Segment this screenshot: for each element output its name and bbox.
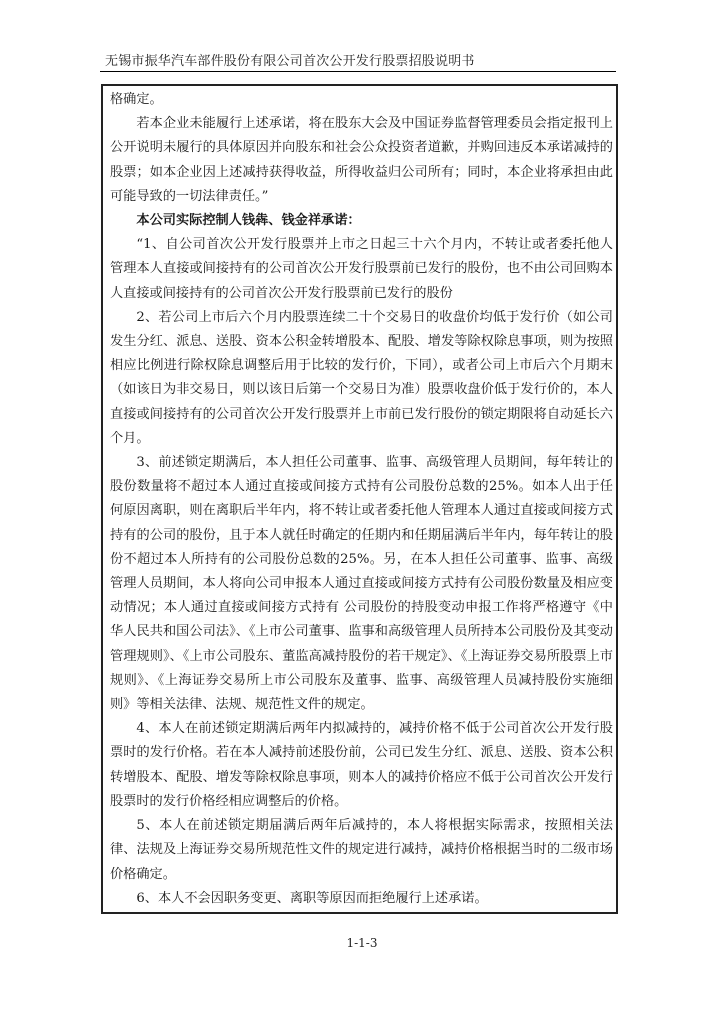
commitment-text [110,88,613,911]
paragraph-item-6: 6、本人不会因职务变更、离职等原因而拒绝履行上述承诺。 [136,890,488,906]
paragraph-item-2: 2、若公司上市后六个月内股票连续二十个交易日的收盘价均低于发行价（如公司发生分红、派息、送股、资本公积金转增股本、配股、增发等除权除息事项，则为按照相应比例进行除权除息调整后用于比较的发行价，下同），或者公司上市后六个月期末（如该日为非交易日，则以该日后第一个交易日为准）股票收盘价低于发行价的，本人直接或间接持有的公司首次公开发行股票并上市前已发行股份的锁定期限将自动延长六个月。 [110,309,613,446]
page-header: 无锡市振华汽车部件股份有限公司首次公开发行股票招股说明书 [105,54,475,69]
page-number: 1-1-3 [346,936,378,950]
section-heading-controller-commitment: 本公司实际控制人钱犇、钱金祥承诺： [136,213,361,229]
paragraph-continuation: 格确定。 [110,92,163,107]
paragraph-enterprise-breach: 若本企业未能履行上述承诺，将在股东大会及中国证券监督管理委员会指定报刊上公开说明未履行的具体原因并向股东和社会公众投资者道歉，并购回违反本承诺减持的股票；如本企业因上述减持获得收益，所得收益归公司所有；同时，本企业将承担由此可能导致的一切法律责任。” [110,116,613,204]
paragraph-item-3: 3、前述锁定期满后，本人担任公司董事、监事、高级管理人员期间，每年转让的股份数量将不超过本人通过直接或间接方式持有公司股份总数的25%。如本人出于任何原因离职，则在离职后半年内，将不转让或者委托他人管理本人通过直接或间接方式持有的公司的股份，且于本人就任时确定的任期内和任期届满后半年内，每年转让的股份不超过本人所持有的公司股份总数的25%。另，在本人担任公司董事、监事、高级管理人员期间，本人将向公司申报本人通过直接或间接方式持有公司股份数量及相应变动情况；本人通过直接或间接方式持有 公司股份的持股变动申报工作将严格遵守《中华人民共和国公司法》、《上市公司董事、监事和高级管理人员所持本公司股份及其变动管理规则》、《上市公司股东、董监高减持股份的若干规定》、《上海证券交易所股票上市规则》、《上海证券交易所上市公司股东及董事、监事、高级管理人员减持股份实施细则》等相关法律、法规、规范性文件的规定。 [110,455,613,713]
header-divider [100,71,616,72]
paragraph-item-4: 4、本人在前述锁定期满后两年内拟减持的，减持价格不低于公司首次公开发行股票时的发行价格。若在本人减持前述股份前，公司已发生分红、派息、送股、资本公积转增股本、配股、增发等除权除息事项，则本人的减持价格应不低于公司首次公开发行股票时的发行价格经相应调整后的价格。 [110,721,613,809]
paragraph-item-1: “1、自公司首次公开发行股票并上市之日起三十六个月内，不转让或者委托他人管理本人直接或间接持有的公司首次公开发行股票前已发行的股份，也不由公司回购本人直接或间接持有的公司首次公开发行股票前已发行的股份 [110,237,613,301]
paragraph-item-5: 5、本人在前述锁定期届满后两年后减持的，本人将根据实际需求，按照相关法律、法规及上海证券交易所规范性文件的规定进行减持，减持价格根据当时的二级市场价格确定。 [110,818,613,882]
